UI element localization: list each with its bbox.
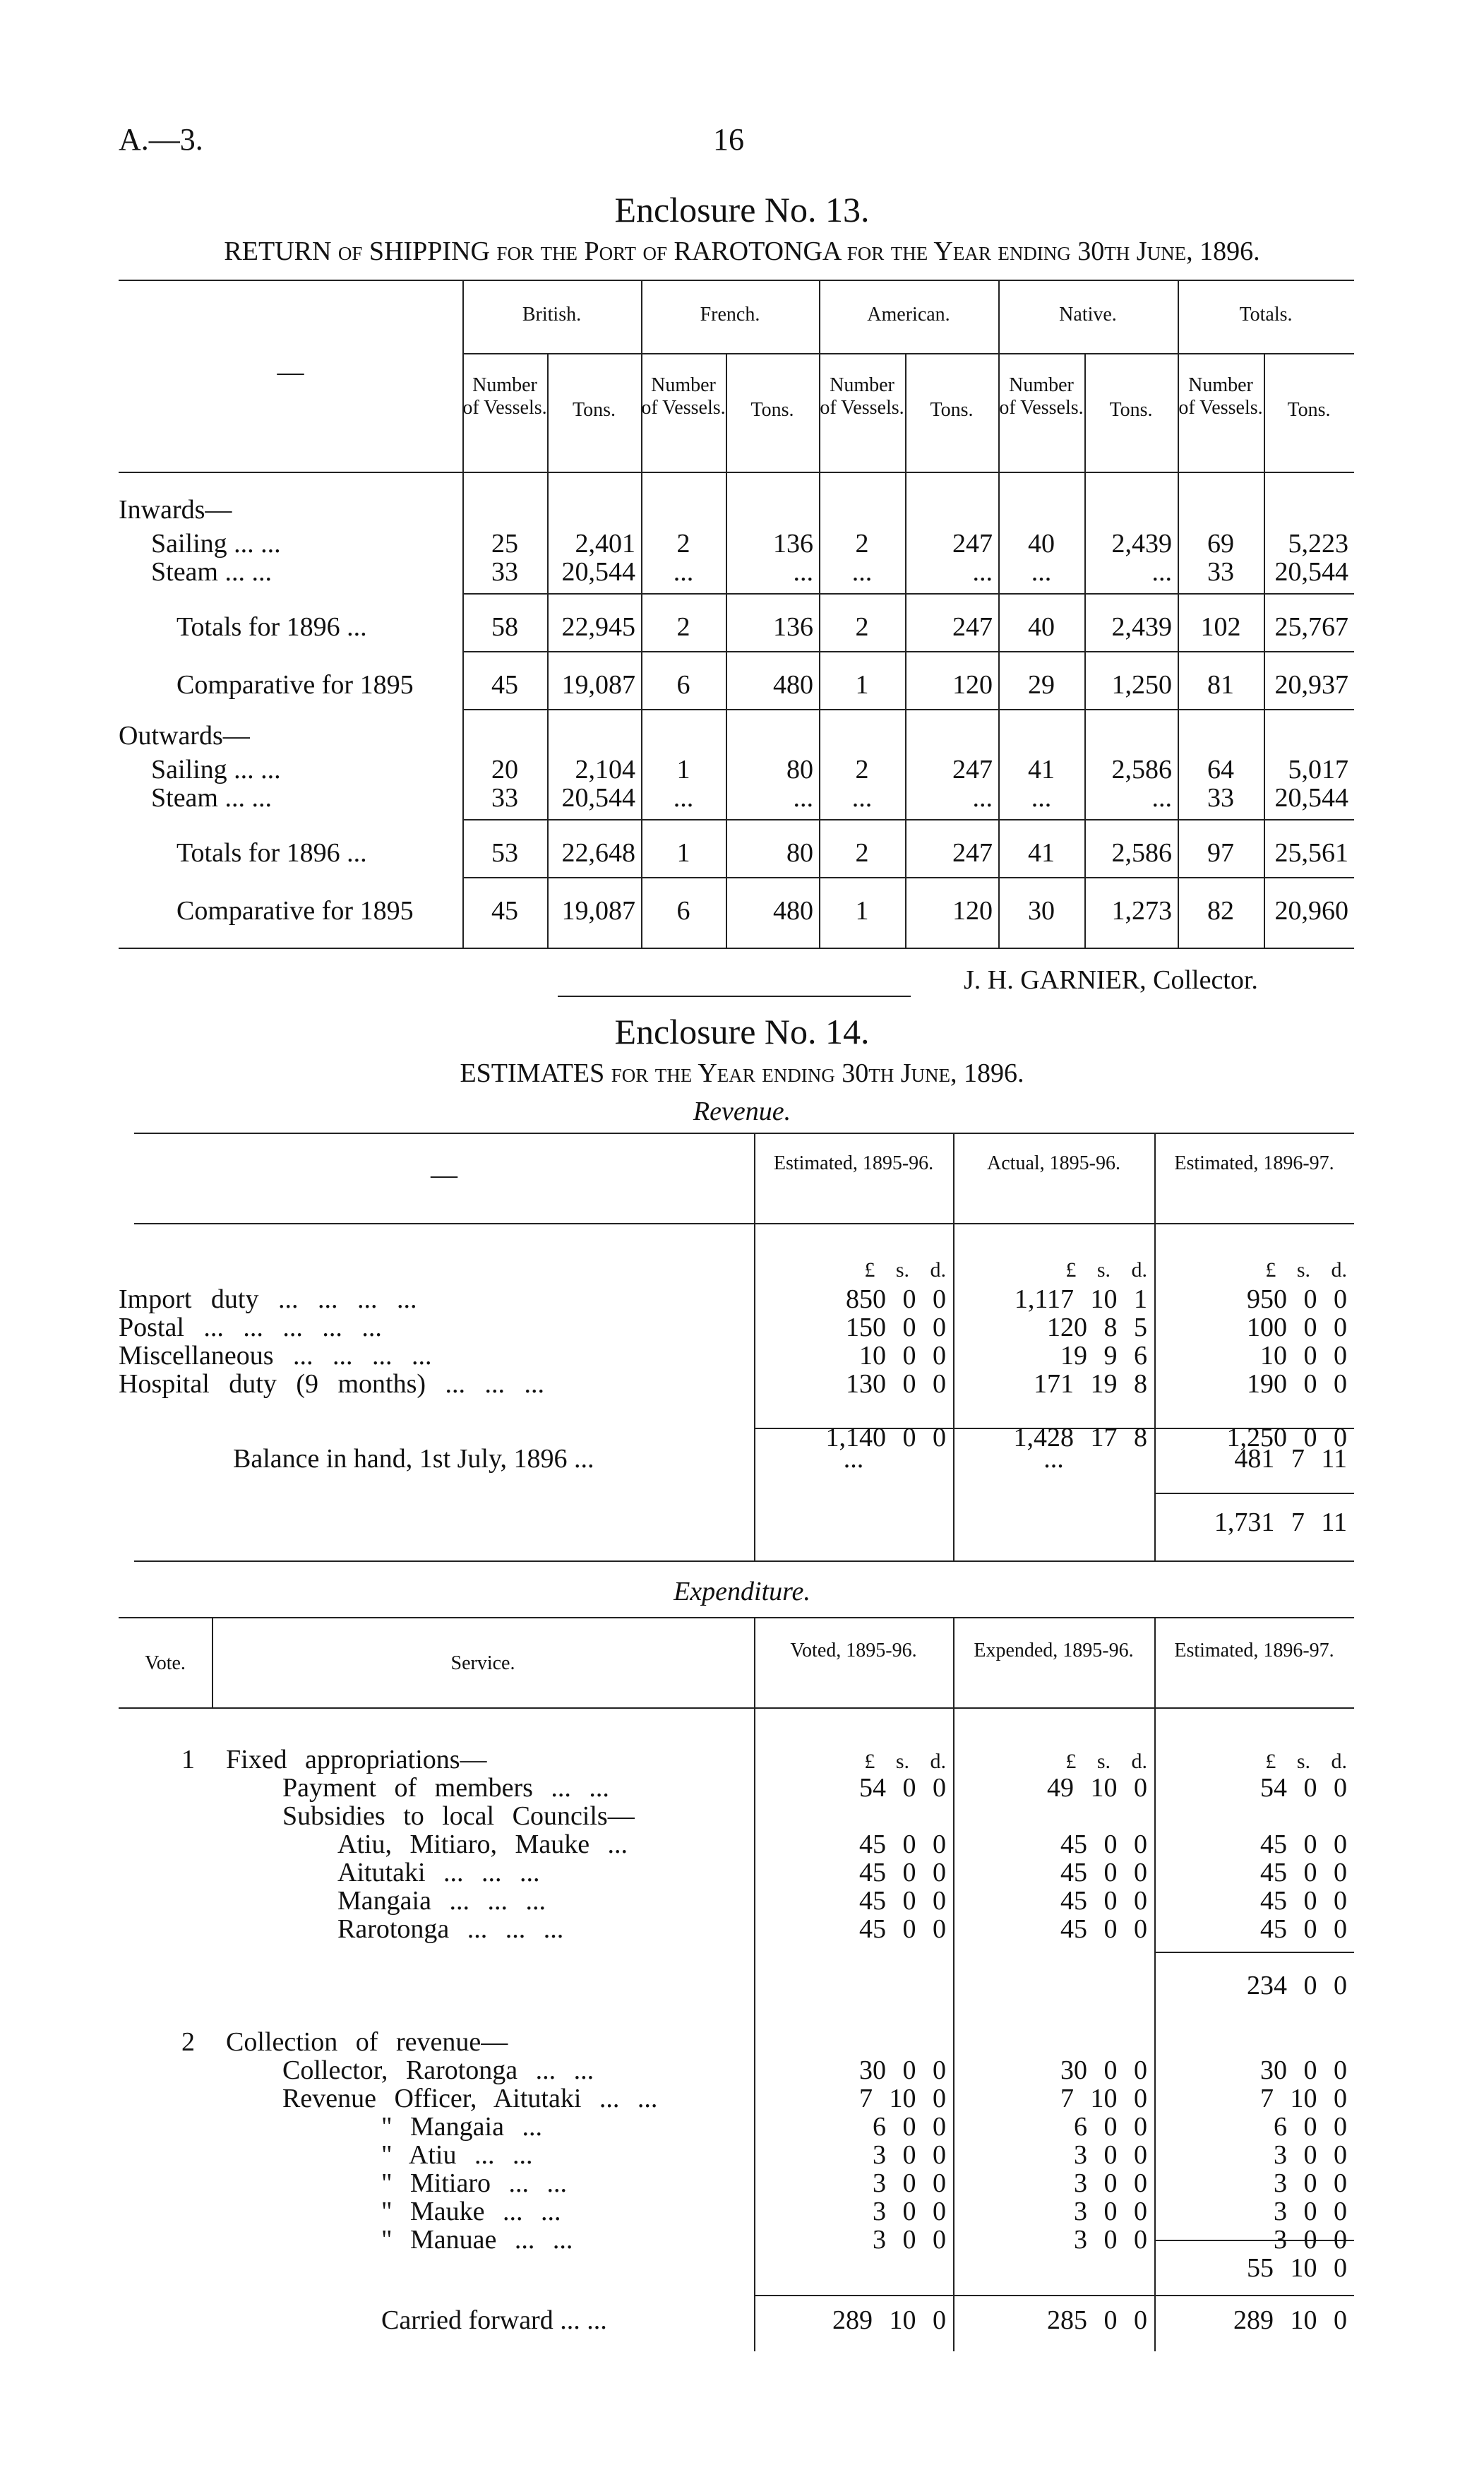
expenditure-value: 6 0 0 [1074, 2112, 1147, 2142]
shipping-cell: 2,586 [1111, 838, 1172, 868]
expenditure-value: 45 0 0 [1260, 1914, 1347, 1944]
shipping-cell: 40 [1028, 529, 1055, 559]
revenue-total: 1,140 0 0 [825, 1423, 946, 1452]
enclosure-14-subtitle: ESTIMATES for the Year ending 30th June, 1896. [460, 1058, 1024, 1088]
revenue-header-dash: — [431, 1160, 457, 1190]
expenditure-value: 234 0 0 [1247, 1971, 1347, 2000]
shipping-row-label: Comparative for 1895 [176, 670, 414, 700]
enclosure-13-subtitle: RETURN of SHIPPING for the Port of RAROTONGA for the Year ending 30th June, 1896. [224, 237, 1260, 266]
revenue-value: 19 9 6 [1060, 1341, 1147, 1371]
shipping-cell: 480 [773, 896, 813, 926]
balance-label: Balance in hand, 1st July, 1896 ... [233, 1444, 594, 1474]
expenditure-row-label: Aitutaki ... ... ... [337, 1858, 540, 1887]
exp-col-expended: Expended, 1895-96. [974, 1640, 1134, 1661]
lsd-header: £ s. d. [1265, 1750, 1347, 1773]
shipping-cell: 5,223 [1288, 529, 1348, 559]
shipping-cell: 40 [1028, 612, 1055, 642]
expenditure-row-label: Rarotonga ... ... ... [337, 1914, 564, 1944]
expenditure-row-label: " Mangaia ... [381, 2112, 542, 2142]
expenditure-row-label: Mangaia ... ... ... [337, 1886, 546, 1916]
revenue-grand-total: 1,731 7 11 [1214, 1508, 1347, 1537]
shipping-cell: 41 [1028, 838, 1055, 868]
shipping-cell: 20 [491, 755, 518, 784]
sub-vessels: Number of Vessels. [1178, 374, 1263, 419]
shipping-cell: ... [972, 557, 993, 587]
revenue-row-label: Miscellaneous ... ... ... ... [119, 1341, 432, 1371]
shipping-cell: 2,401 [575, 529, 635, 559]
shipping-row-label: Steam ... ... [151, 557, 272, 587]
shipping-cell: 30 [1028, 896, 1055, 926]
page-number: 16 [713, 122, 744, 157]
shipping-cell: 20,960 [1274, 896, 1348, 926]
expenditure-value: 3 0 0 [873, 2225, 946, 2255]
shipping-cell: 25,767 [1274, 612, 1348, 642]
shipping-cell: ... [673, 783, 694, 813]
enclosure-13-title: Enclosure No. 13. [614, 190, 870, 229]
vote-number: 2 [181, 2027, 195, 2057]
group-american: American. [867, 304, 950, 326]
group-british: British. [522, 304, 582, 326]
expenditure-value: 45 0 0 [1060, 1858, 1147, 1887]
shipping-cell: 1,273 [1111, 896, 1172, 926]
shipping-cell: ... [851, 783, 873, 813]
balance-value: ... [843, 1444, 864, 1474]
shipping-cell: 41 [1028, 755, 1055, 784]
exp-col-service: Service. [450, 1652, 515, 1674]
expenditure-value: 3 0 0 [1274, 2140, 1347, 2170]
expenditure-value: 45 0 0 [859, 1858, 946, 1887]
sub-tons: Tons. [1287, 399, 1331, 421]
page-reference: A.—3. [119, 122, 203, 157]
expenditure-value: 3 0 0 [873, 2168, 946, 2198]
shipping-cell: 247 [952, 529, 993, 559]
shipping-cell: 33 [491, 783, 518, 813]
shipping-cell: 20,544 [561, 783, 635, 813]
expenditure-value: 45 0 0 [1260, 1830, 1347, 1859]
expenditure-value: 3 0 0 [1074, 2140, 1147, 2170]
shipping-cell: 1 [855, 670, 869, 700]
shipping-cell: 80 [786, 755, 813, 784]
shipping-row-label: Sailing ... ... [151, 755, 281, 784]
shipping-cell: 2,439 [1111, 529, 1172, 559]
header-dash: — [277, 357, 304, 387]
expenditure-value: 3 0 0 [873, 2197, 946, 2226]
revenue-value: 1,117 10 1 [1014, 1284, 1147, 1314]
revenue-value: 100 0 0 [1247, 1313, 1347, 1342]
shipping-cell: 2 [855, 755, 869, 784]
lsd-header: £ s. d. [1065, 1750, 1147, 1773]
shipping-cell: 1 [676, 838, 690, 868]
shipping-cell: 33 [491, 557, 518, 587]
expenditure-value: 30 0 0 [1060, 2055, 1147, 2085]
lsd-header: £ s. d. [1065, 1258, 1147, 1282]
shipping-cell: 20,544 [561, 557, 635, 587]
shipping-cell: 69 [1207, 529, 1234, 559]
expenditure-value: 7 10 0 [1260, 2084, 1347, 2113]
shipping-cell: ... [793, 783, 813, 813]
shipping-cell: 45 [491, 670, 518, 700]
shipping-cell: 2 [855, 838, 869, 868]
shipping-cell: 19,087 [561, 670, 635, 700]
shipping-cell: 2 [855, 612, 869, 642]
expenditure-value: 3 0 0 [1074, 2168, 1147, 2198]
enclosure-14-title: Enclosure No. 14. [614, 1012, 870, 1051]
shipping-cell: 82 [1207, 896, 1234, 926]
expenditure-value: 49 10 0 [1047, 1773, 1147, 1803]
shipping-cell: 480 [773, 670, 813, 700]
rev-col-estimated-9697: Estimated, 1896-97. [1174, 1152, 1334, 1174]
expenditure-value: 3 0 0 [1274, 2197, 1347, 2226]
expenditure-value: 30 0 0 [859, 2055, 946, 2085]
vote-number: 1 [181, 1745, 195, 1774]
carried-forward-value: 285 0 0 [1047, 2305, 1147, 2335]
expenditure-row-label: " Manuae ... ... [381, 2225, 573, 2255]
expenditure-value: 7 10 0 [1060, 2084, 1147, 2113]
shipping-cell: 33 [1207, 557, 1234, 587]
shipping-cell: 80 [786, 838, 813, 868]
shipping-row-label: Totals for 1896 ... [176, 612, 367, 642]
expenditure-row-label: Fixed appropriations— [226, 1745, 487, 1774]
shipping-cell: 6 [676, 896, 690, 926]
lsd-header: £ s. d. [864, 1258, 946, 1282]
shipping-cell: ... [1151, 783, 1172, 813]
expenditure-value: 45 0 0 [1060, 1886, 1147, 1916]
balance-value: ... [1043, 1444, 1064, 1474]
revenue-total: 1,428 17 8 [1013, 1423, 1147, 1452]
shipping-cell: 247 [952, 612, 993, 642]
sub-tons: Tons. [750, 399, 794, 421]
shipping-cell: 1 [676, 755, 690, 784]
shipping-cell: 2,586 [1111, 755, 1172, 784]
shipping-cell: 1,250 [1111, 670, 1172, 700]
expenditure-value: 3 0 0 [1274, 2225, 1347, 2255]
shipping-cell: 2 [676, 529, 690, 559]
shipping-cell: 247 [952, 755, 993, 784]
expenditure-row-label: Subsidies to local Councils— [282, 1801, 635, 1831]
shipping-row-label: Sailing ... ... [151, 529, 281, 559]
shipping-cell: ... [673, 557, 694, 587]
expenditure-value: 54 0 0 [859, 1773, 946, 1803]
expenditure-value: 45 0 0 [1260, 1858, 1347, 1887]
expenditure-value: 55 10 0 [1247, 2253, 1347, 2283]
revenue-value: 130 0 0 [846, 1369, 946, 1399]
revenue-value: 950 0 0 [1247, 1284, 1347, 1314]
sub-tons: Tons. [572, 399, 616, 421]
shipping-cell: 2 [676, 612, 690, 642]
revenue-value: 10 0 0 [1260, 1341, 1347, 1371]
expenditure-value: 6 0 0 [873, 2112, 946, 2142]
shipping-row-label: Steam ... ... [151, 783, 272, 813]
collector-signature: J. H. GARNIER, Collector. [964, 965, 1258, 995]
lsd-header: £ s. d. [864, 1750, 946, 1773]
expenditure-row-label: " Mitiaro ... ... [381, 2168, 567, 2198]
expenditure-value: 54 0 0 [1260, 1773, 1347, 1803]
revenue-value: 150 0 0 [846, 1313, 946, 1342]
sub-vessels: Number of Vessels. [820, 374, 904, 419]
shipping-row-label: Comparative for 1895 [176, 896, 414, 926]
shipping-cell: ... [1031, 557, 1052, 587]
revenue-value: 10 0 0 [859, 1341, 946, 1371]
carried-forward-value: 289 10 0 [1233, 2305, 1347, 2335]
expenditure-value: 3 0 0 [1274, 2168, 1347, 2198]
shipping-cell: 20,544 [1274, 783, 1348, 813]
revenue-row-label: Import duty ... ... ... ... [119, 1284, 417, 1314]
group-french: French. [700, 304, 760, 326]
shipping-cell: 2 [855, 529, 869, 559]
expenditure-row-label: Collection of revenue— [226, 2027, 508, 2057]
shipping-row-label: Totals for 1896 ... [176, 838, 367, 868]
expenditure-value: 45 0 0 [859, 1914, 946, 1944]
shipping-cell: 33 [1207, 783, 1234, 813]
shipping-cell: 136 [773, 529, 813, 559]
shipping-cell: 25,561 [1274, 838, 1348, 868]
shipping-cell: 120 [952, 670, 993, 700]
shipping-cell: 247 [952, 838, 993, 868]
shipping-cell: 5,017 [1288, 755, 1348, 784]
shipping-cell: 81 [1207, 670, 1234, 700]
revenue-value: 171 19 8 [1034, 1369, 1147, 1399]
rev-col-actual-9596: Actual, 1895-96. [987, 1152, 1120, 1174]
sub-tons: Tons. [1109, 399, 1153, 421]
shipping-cell: 25 [491, 529, 518, 559]
revenue-row-label: Postal ... ... ... ... ... [119, 1313, 382, 1342]
expenditure-row-label: Payment of members ... ... [282, 1773, 609, 1803]
shipping-cell: 58 [491, 612, 518, 642]
revenue-total: 1,250 0 0 [1226, 1423, 1347, 1452]
shipping-cell: 102 [1200, 612, 1241, 642]
rev-col-estimated-9596: Estimated, 1895-96. [773, 1152, 934, 1174]
shipping-cell: ... [972, 783, 993, 813]
lsd-header: £ s. d. [1265, 1258, 1347, 1282]
revenue-heading: Revenue. [693, 1097, 791, 1126]
expenditure-row-label: " Mauke ... ... [381, 2197, 561, 2226]
shipping-cell: ... [1031, 783, 1052, 813]
exp-col-estimated: Estimated, 1896-97. [1174, 1640, 1334, 1661]
shipping-cell: 136 [773, 612, 813, 642]
expenditure-row-label: " Atiu ... ... [381, 2140, 533, 2170]
shipping-cell: 1 [855, 896, 869, 926]
shipping-cell: 22,648 [561, 838, 635, 868]
expenditure-value: 7 10 0 [859, 2084, 946, 2113]
shipping-cell: 2,104 [575, 755, 635, 784]
expenditure-row-label: Collector, Rarotonga ... ... [282, 2055, 594, 2085]
sub-tons: Tons. [930, 399, 974, 421]
shipping-cell: 64 [1207, 755, 1234, 784]
shipping-cell: 6 [676, 670, 690, 700]
shipping-cell: 20,937 [1274, 670, 1348, 700]
expenditure-row-label: Revenue Officer, Aitutaki ... ... [282, 2084, 658, 2113]
revenue-value: 850 0 0 [846, 1284, 946, 1314]
sub-vessels: Number of Vessels. [462, 374, 547, 419]
shipping-cell: ... [793, 557, 813, 587]
expenditure-value: 45 0 0 [859, 1886, 946, 1916]
group-native: Native. [1059, 304, 1117, 326]
expenditure-heading: Expenditure. [674, 1577, 810, 1606]
carried-forward-value: 289 10 0 [832, 2305, 946, 2335]
expenditure-value: 45 0 0 [1060, 1914, 1147, 1944]
inwards-label: Inwards— [119, 495, 232, 525]
expenditure-value: 3 0 0 [1074, 2225, 1147, 2255]
balance-value: 481 7 11 [1234, 1444, 1347, 1474]
expenditure-value: 3 0 0 [873, 2140, 946, 2170]
expenditure-value: 45 0 0 [1260, 1886, 1347, 1916]
sub-vessels: Number of Vessels. [641, 374, 726, 419]
shipping-cell: 20,544 [1274, 557, 1348, 587]
shipping-cell: 2,439 [1111, 612, 1172, 642]
shipping-cell: 120 [952, 896, 993, 926]
shipping-cell: ... [851, 557, 873, 587]
expenditure-value: 30 0 0 [1260, 2055, 1347, 2085]
expenditure-row-label: Atiu, Mitiaro, Mauke ... [337, 1830, 628, 1859]
shipping-cell: ... [1151, 557, 1172, 587]
carried-forward-label: Carried forward ... ... [381, 2305, 607, 2335]
shipping-cell: 29 [1028, 670, 1055, 700]
exp-col-voted: Voted, 1895-96. [790, 1640, 917, 1661]
outwards-label: Outwards— [119, 721, 250, 751]
shipping-cell: 97 [1207, 838, 1234, 868]
revenue-value: 120 8 5 [1047, 1313, 1147, 1342]
shipping-cell: 22,945 [561, 612, 635, 642]
revenue-value: 190 0 0 [1247, 1369, 1347, 1399]
shipping-cell: 19,087 [561, 896, 635, 926]
expenditure-value: 3 0 0 [1074, 2197, 1147, 2226]
shipping-cell: 45 [491, 896, 518, 926]
group-totals: Totals. [1239, 304, 1293, 326]
sub-vessels: Number of Vessels. [999, 374, 1084, 419]
expenditure-value: 45 0 0 [859, 1830, 946, 1859]
revenue-row-label: Hospital duty (9 months) ... ... ... [119, 1369, 545, 1399]
expenditure-value: 6 0 0 [1274, 2112, 1347, 2142]
expenditure-value: 45 0 0 [1060, 1830, 1147, 1859]
exp-col-vote: Vote. [145, 1652, 186, 1674]
shipping-cell: 53 [491, 838, 518, 868]
